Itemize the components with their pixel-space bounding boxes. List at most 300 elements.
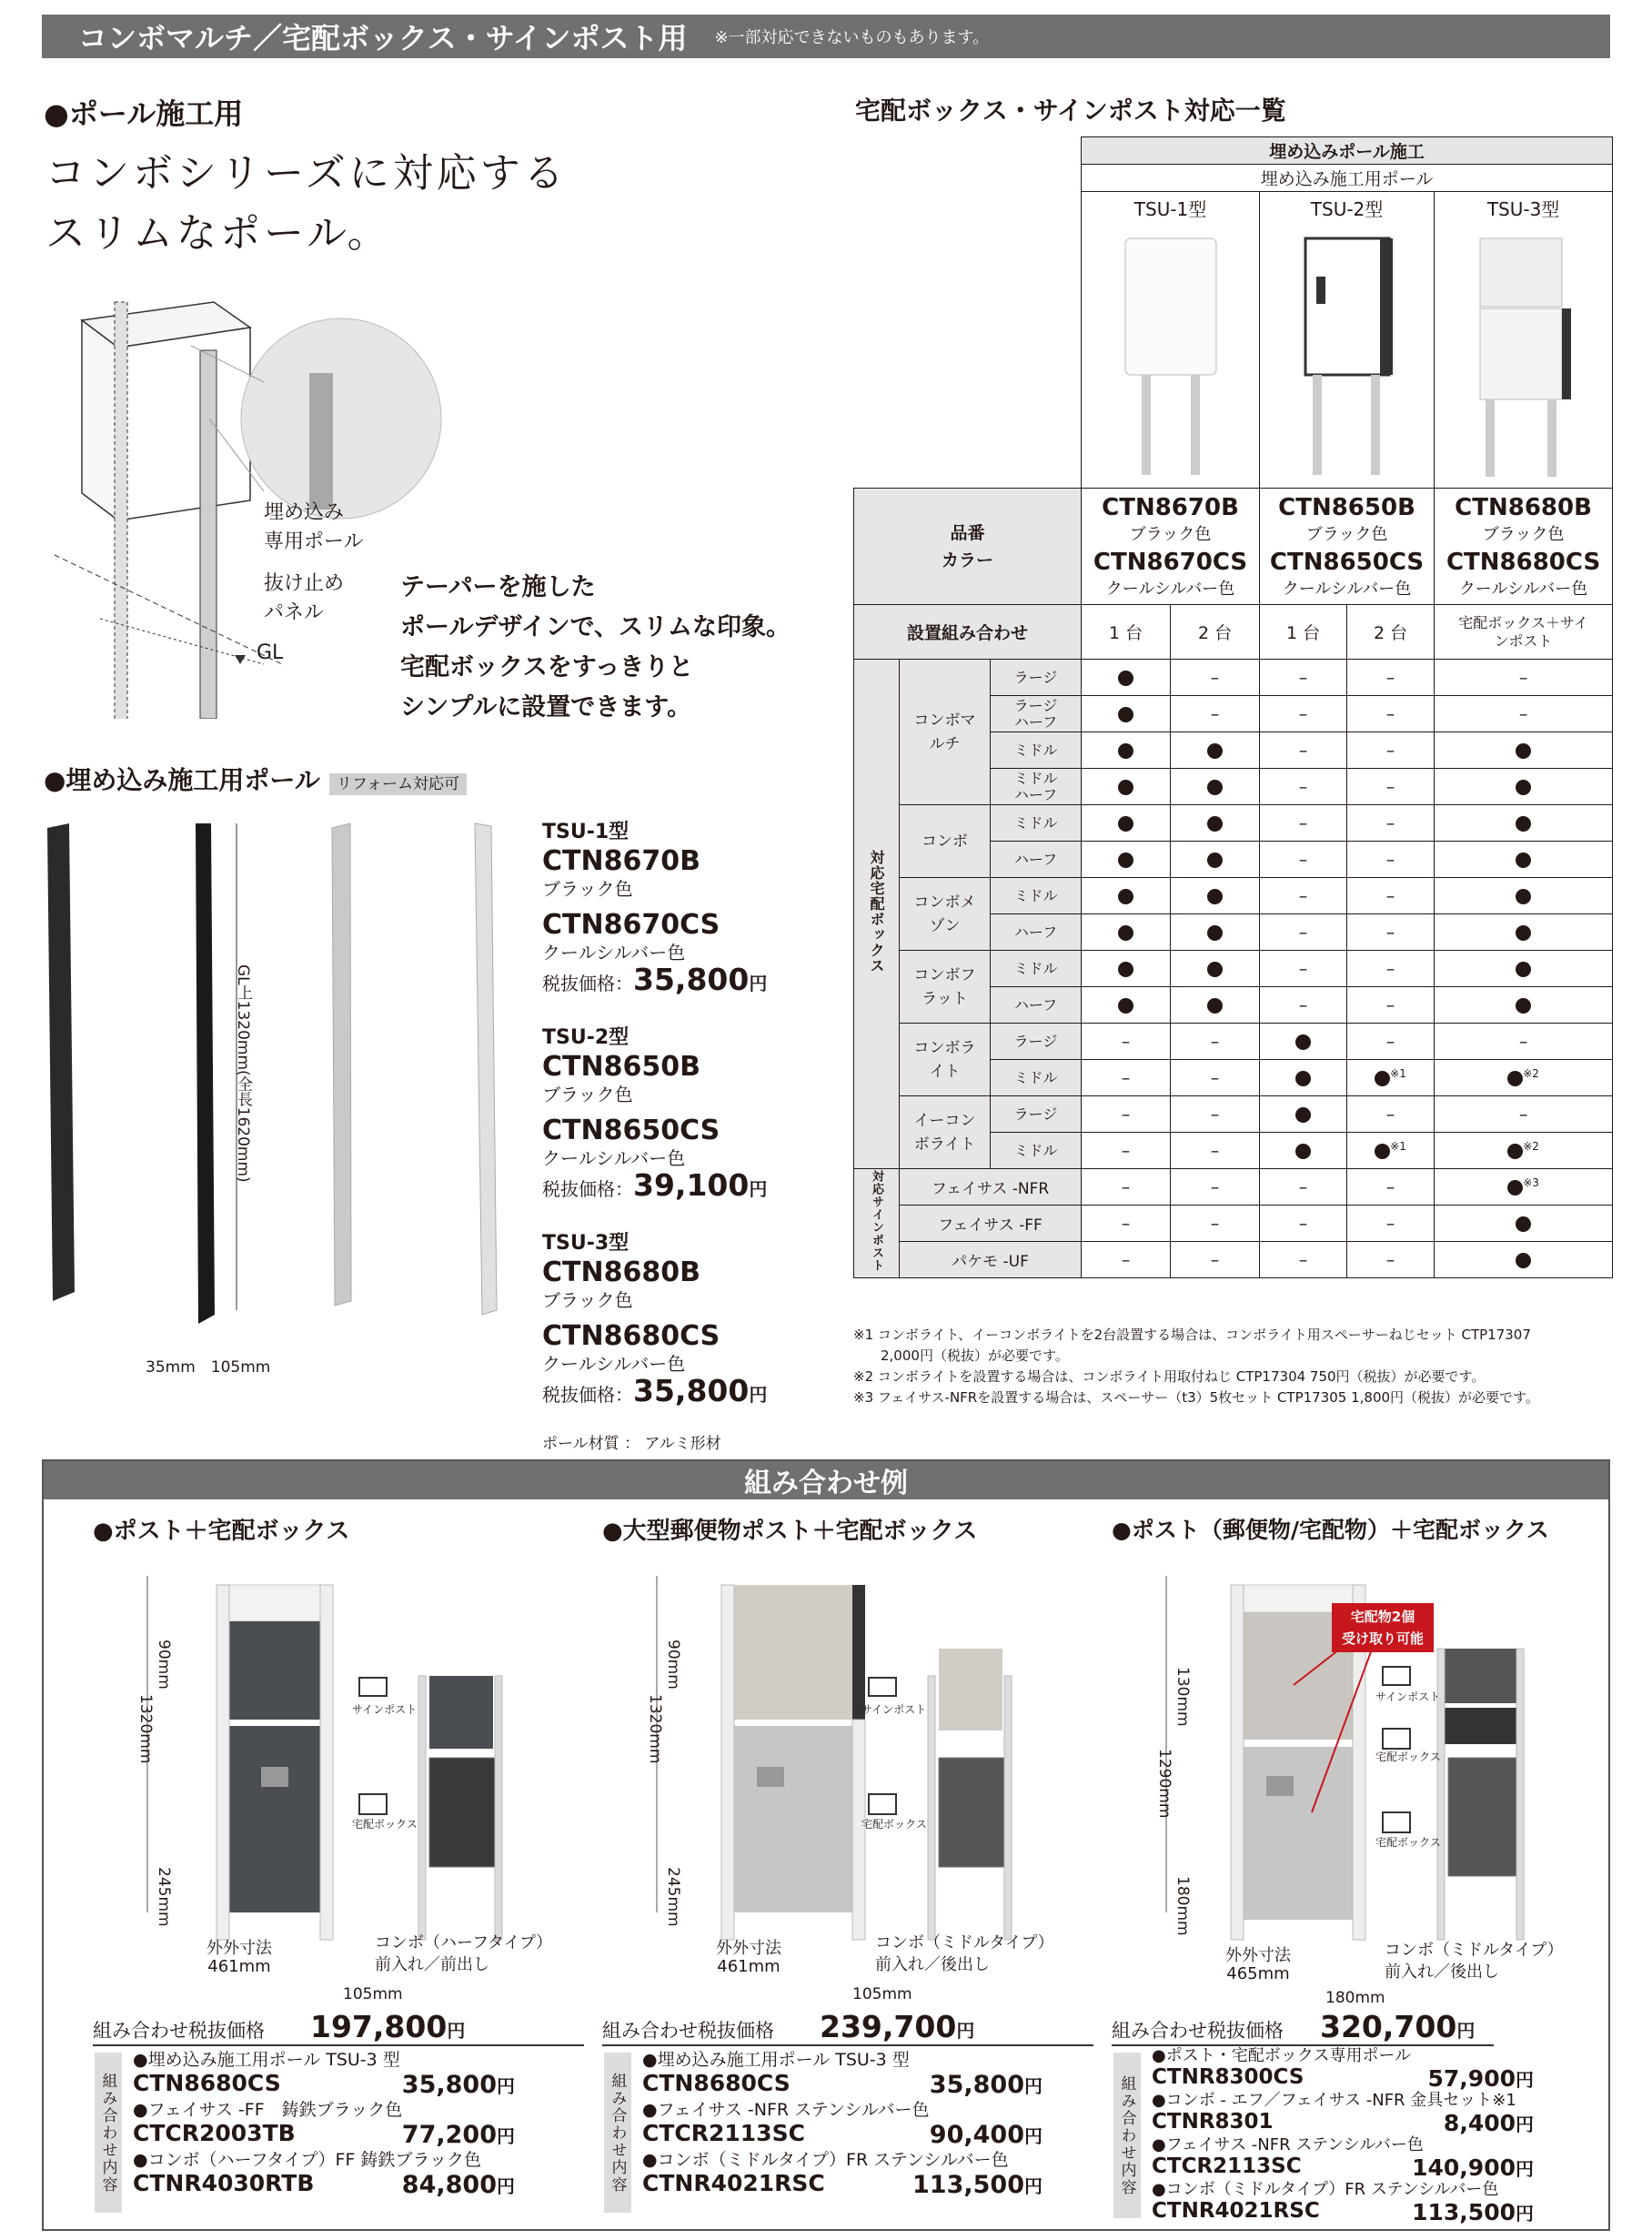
compat-cell <box>1435 1169 1613 1206</box>
compat-row <box>854 1096 1613 1133</box>
dot-icon <box>1516 998 1531 1014</box>
compat-cell <box>1082 878 1171 914</box>
img-tsu2 <box>1260 225 1435 489</box>
part <box>133 2149 515 2199</box>
depth: 180mm <box>1325 1989 1385 2007</box>
footnote-mark: ※2 <box>1523 1139 1539 1153</box>
pole-black-front <box>196 823 215 1324</box>
dim-b: 180mm <box>1174 1876 1192 1936</box>
compat-cell <box>1435 732 1613 769</box>
dot-icon <box>1507 1071 1523 1086</box>
code-cs: CTN8670CS <box>1093 548 1248 576</box>
pole-left <box>115 302 127 719</box>
compat-cell <box>1082 696 1171 732</box>
depth: 105mm <box>343 1985 403 2003</box>
compat-cell <box>1435 769 1613 805</box>
part-price: 84,800 <box>401 2171 497 2199</box>
buried-products <box>542 819 767 1453</box>
desc-line4: シンプルに設置できます。 <box>400 693 692 721</box>
price-value: 35,800 <box>633 1373 750 1408</box>
setting-col: 2 台 <box>1171 605 1260 660</box>
head-pole: 埋め込み施工用ポール <box>1082 165 1613 192</box>
dot-icon <box>1207 889 1223 904</box>
part <box>642 2099 1043 2149</box>
yen: 円 <box>447 2020 466 2042</box>
series-name: コンボライト <box>900 1024 991 1096</box>
ground-line <box>55 555 282 664</box>
size-name: ミドル <box>991 878 1082 914</box>
combo-2-image <box>639 1576 1075 1976</box>
yen: 円 <box>497 2075 515 2097</box>
caption-1: コンボ（ミドルタイプ） <box>1385 1941 1564 1960</box>
part-price: 35,800 <box>401 2071 497 2099</box>
compat-cell: – <box>1171 1206 1260 1242</box>
delivery-box-label: 宅配ボックス <box>352 1818 418 1831</box>
combo-title: ●ポスト＋宅配ボックス <box>93 1518 350 1545</box>
caption-2: 前入れ／後出し <box>875 1955 990 1974</box>
badge-line2: 受け取り可能 <box>1341 1630 1424 1647</box>
part-price: 140,900 <box>1412 2154 1516 2181</box>
dot-icon <box>1516 962 1531 977</box>
compat-cell: – <box>1171 1096 1260 1133</box>
dot-icon <box>1295 1071 1311 1086</box>
product-tsu3 <box>542 1230 767 1410</box>
part-desc: ●フェイサス -NFR ステンシルバー色 <box>642 2100 930 2120</box>
width-value: 461mm <box>717 1957 781 1976</box>
dot-icon <box>1516 925 1531 941</box>
series-name: イーコンボライト <box>900 1096 991 1169</box>
product-tsu1 <box>542 819 767 999</box>
compat-cell: – <box>1082 1169 1171 1206</box>
footnote-mark: ※3 <box>1523 1175 1539 1189</box>
group-box-label <box>854 660 900 1169</box>
product-color-cs: クールシルバー色 <box>542 942 686 964</box>
box-left <box>82 320 118 520</box>
part-code: CTN8680CS <box>133 2070 281 2096</box>
total-value: 197,800 <box>310 2009 448 2044</box>
catch-line-1: コンボシリーズに対応する <box>45 150 568 197</box>
yen: 円 <box>1516 2158 1534 2180</box>
tsu1-image <box>1116 231 1225 477</box>
size-name: ミドル <box>991 805 1082 842</box>
zoom-circle <box>241 318 441 519</box>
dot-icon <box>1516 743 1531 759</box>
product-price <box>542 1373 768 1410</box>
hinban-label <box>854 489 1082 605</box>
head-install: 埋め込みポール施工 <box>1082 137 1613 165</box>
setting-col: 1 台 <box>1260 605 1347 660</box>
combo-title: ●大型郵便物ポスト＋宅配ボックス <box>602 1518 978 1545</box>
dot-icon <box>1507 1144 1523 1159</box>
combo-parts <box>1152 2047 1534 2225</box>
combo-parts <box>133 2049 515 2199</box>
code-b: CTN8680B <box>1455 493 1592 521</box>
size-name: ミドル <box>991 732 1082 769</box>
label-gl: GL <box>257 641 284 664</box>
compat-cell: – <box>1347 1242 1435 1278</box>
dot-icon <box>1118 743 1133 759</box>
type-tsu2: TSU-2型 <box>1260 192 1435 225</box>
part-price: 113,500 <box>1412 2199 1516 2225</box>
outer-label: 外外寸法 <box>1225 1946 1291 1965</box>
note-2: ※2 コンボライトを設置する場合は、コンボライト用取付ねじ CTP17304 750円（税抜）が必要です。 <box>853 1368 1486 1385</box>
combo-caption <box>375 1932 552 1976</box>
sign-row <box>854 1206 1613 1242</box>
compat-cell: – <box>1347 1096 1435 1133</box>
product-price <box>542 1167 768 1205</box>
dim-vertical: GL上1320mm(全長1620mm) <box>234 964 252 1183</box>
caption-2: 前入れ／前出し <box>375 1955 489 1974</box>
compat-cell <box>1260 1096 1347 1133</box>
part-price: 90,400 <box>929 2121 1024 2149</box>
part-desc: ●コンボ（ミドルタイプ）FR ステンシルバー色 <box>1152 2180 1499 2199</box>
size-name: ミドルハーフ <box>991 769 1082 805</box>
combo-2 <box>602 1512 1093 2222</box>
dot-icon <box>1516 889 1531 904</box>
compat-cell <box>1171 842 1260 878</box>
price-value: 39,100 <box>633 1167 750 1203</box>
compat-cell <box>1082 732 1171 769</box>
compat-cell <box>1171 732 1260 769</box>
compat-cell: – <box>1260 1242 1347 1278</box>
compat-cell: – <box>1260 696 1347 732</box>
product-code-b: CTN8670B <box>542 845 700 877</box>
yen: 円 <box>1024 2075 1043 2097</box>
dot-icon <box>1207 780 1223 795</box>
compat-cell: – <box>1347 951 1435 987</box>
compat-cell: – <box>1260 805 1347 842</box>
dot-icon <box>1118 998 1133 1014</box>
part-code: CTNR8300CS <box>1152 2065 1304 2089</box>
product-type: TSU-1型 <box>542 821 630 843</box>
dot-icon <box>1516 780 1531 795</box>
compat-cell: – <box>1260 660 1347 696</box>
color-text: カラー <box>942 550 994 570</box>
label-panel <box>264 570 344 628</box>
combo-total <box>1112 2009 1494 2046</box>
compat-cell <box>1082 660 1171 696</box>
compat-cell: – <box>1171 696 1260 732</box>
compat-cell <box>1171 951 1260 987</box>
part-code: CTNR4030RTB <box>133 2170 315 2196</box>
dim-a: 90mm <box>155 1640 173 1690</box>
catch-line-2: スリムなポール。 <box>45 210 391 257</box>
part-desc: ●フェイサス -NFR ステンシルバー色 <box>1152 2135 1424 2154</box>
price-label: 税抜価格： <box>542 973 633 994</box>
compat-cell: – <box>1347 696 1435 732</box>
total-label: 組み合わせ税抜価格 <box>1112 2020 1284 2042</box>
total-label: 組み合わせ税抜価格 <box>602 2020 774 2042</box>
depth: 105mm <box>852 1985 912 2003</box>
img-tsu3 <box>1435 225 1613 489</box>
delivery-box-label: 宅配ボックス <box>861 1818 927 1831</box>
sign-name: フェイサス -NFR <box>900 1169 1082 1206</box>
part <box>1152 2092 1534 2136</box>
desc-line1: テーパーを施した <box>400 573 596 601</box>
part-code: CTNR4021RSC <box>642 2170 825 2196</box>
yen: 円 <box>497 2125 515 2147</box>
price-label: 税抜価格： <box>542 1178 633 1200</box>
dot-icon <box>1295 1034 1311 1050</box>
sign-name: パケモ -UF <box>900 1242 1082 1278</box>
compat-row <box>854 1024 1613 1060</box>
product-color-b: ブラック色 <box>542 1084 633 1105</box>
caption-1: コンボ（ミドルタイプ） <box>875 1933 1054 1952</box>
compat-cell: – <box>1260 878 1347 914</box>
dot-icon <box>1207 925 1223 941</box>
outer-dim <box>1225 1947 1291 1983</box>
tsu2-image <box>1293 231 1402 477</box>
compat-cell <box>1082 842 1171 878</box>
reform-tag: リフォーム対応可 <box>329 773 467 795</box>
compat-cell: – <box>1171 1242 1260 1278</box>
outer-label: 外外寸法 <box>716 1939 781 1958</box>
product-code-cs: CTN8680CS <box>542 1320 720 1352</box>
compat-cell: – <box>1435 696 1613 732</box>
part-code: CTCR2113SC <box>1152 2154 1302 2178</box>
code-cs-color: クールシルバー色 <box>1458 579 1588 599</box>
combo-caption <box>875 1932 1054 1976</box>
code-b-color: ブラック色 <box>1482 524 1565 544</box>
part-price: 77,200 <box>401 2121 497 2149</box>
poles-image <box>36 819 528 1374</box>
compat-cell: – <box>1260 1169 1347 1206</box>
compat-row <box>854 805 1613 842</box>
compat-cell: – <box>1260 987 1347 1024</box>
footnote-mark: ※1 <box>1390 1066 1406 1080</box>
badge-two-parcels <box>1332 1603 1434 1652</box>
compat-cell: – <box>1082 1133 1171 1169</box>
series-name: コンボ <box>900 805 991 878</box>
dot-icon <box>1295 1107 1311 1123</box>
setting-col: 1 台 <box>1082 605 1171 660</box>
compat-cell: – <box>1082 1060 1171 1096</box>
compat-row <box>854 660 1613 696</box>
compat-cell: – <box>1347 732 1435 769</box>
tsu3-image <box>1469 231 1578 477</box>
combo-parts <box>642 2049 1043 2199</box>
compat-cell <box>1435 951 1613 987</box>
yen: 円 <box>1516 2069 1534 2091</box>
setting-label: 設置組み合わせ <box>854 605 1082 660</box>
size-name: ラージ <box>991 660 1082 696</box>
size-name: ハーフ <box>991 842 1082 878</box>
width-value: 461mm <box>207 1957 271 1976</box>
yen: 円 <box>1456 2020 1476 2042</box>
outer-dim <box>716 1940 781 1976</box>
yen: 円 <box>749 973 768 994</box>
compat-cell <box>1435 1242 1613 1278</box>
box-front <box>118 328 250 520</box>
setting-col: 2 台 <box>1347 605 1435 660</box>
compat-cell <box>1082 951 1171 987</box>
compat-heading: 宅配ボックス・サインポスト対応一覧 <box>855 96 1286 126</box>
product-tsu2 <box>542 1024 767 1205</box>
dot-icon <box>1118 925 1133 941</box>
size-name: ラージ <box>991 1096 1082 1133</box>
page-header <box>42 15 1610 58</box>
label-pole-line2: 専用ポール <box>264 530 364 553</box>
caption-1: コンボ（ハーフタイプ） <box>375 1933 553 1952</box>
width-value: 465mm <box>1226 1964 1290 1983</box>
yen: 円 <box>749 1384 768 1406</box>
part-code: CTNR8301 <box>1152 2110 1274 2134</box>
buried-heading <box>44 761 467 797</box>
desc-line2: ポールデザインで、スリムな印象。 <box>400 613 791 641</box>
dot-icon <box>1516 1253 1531 1268</box>
content-label: 組み合わせ内容 <box>95 2053 122 2213</box>
compat-cell <box>1347 1060 1435 1096</box>
sign-name: フェイサス -FF <box>900 1206 1082 1242</box>
yen: 円 <box>749 1178 768 1200</box>
part <box>133 2049 515 2099</box>
part-code: CTN8680CS <box>642 2070 791 2096</box>
product-color-b: ブラック色 <box>542 878 633 900</box>
compat-cell: – <box>1260 769 1347 805</box>
yen: 円 <box>497 2175 515 2197</box>
compat-cell: – <box>1347 914 1435 951</box>
compat-cell <box>1435 1060 1613 1096</box>
dot-icon <box>1118 671 1133 686</box>
series-name: コンボメゾン <box>900 878 991 951</box>
compat-cell <box>1082 987 1171 1024</box>
part-desc: ●コンボ - エフ／フェイサス -NFR 金具セット※1 <box>1152 2091 1516 2110</box>
code-cs: CTN8680CS <box>1446 548 1601 576</box>
dot-icon <box>1207 743 1223 759</box>
compat-cell <box>1435 987 1613 1024</box>
label-pole <box>264 499 364 557</box>
dim-height: 1290mm <box>1155 1749 1174 1819</box>
compat-cell <box>1171 878 1260 914</box>
dot-icon <box>1516 853 1531 868</box>
combo-caption <box>1385 1940 1564 1983</box>
compat-cell: – <box>1347 660 1435 696</box>
label-panel-line1: 抜け止め <box>264 572 345 595</box>
compat-cell: – <box>1435 1024 1613 1060</box>
dot-icon <box>1118 962 1133 977</box>
total-label: 組み合わせ税抜価格 <box>93 2020 265 2042</box>
compat-cell: – <box>1260 951 1347 987</box>
setting-col: 宅配ボックス＋サインポスト <box>1435 605 1613 660</box>
compat-cell <box>1435 1206 1613 1242</box>
part-desc: ●埋め込み施工用ポール TSU-3 型 <box>133 2050 400 2070</box>
dot-icon <box>1118 780 1133 795</box>
sign-post-label: サインポスト <box>1375 1690 1441 1703</box>
compat-cell: – <box>1260 914 1347 951</box>
note-3: ※3 フェイサス-NFRを設置する場合は、スペーサー（t3）5枚セット CTP17305 1,800円（税抜）が必要です。 <box>853 1389 1539 1406</box>
dot-icon <box>1118 707 1133 722</box>
dot-icon <box>1516 816 1531 832</box>
compat-cell: – <box>1171 1060 1260 1096</box>
price-value: 35,800 <box>633 962 750 997</box>
series-name: コンボフラット <box>900 951 991 1024</box>
product-color-b: ブラック色 <box>542 1289 633 1311</box>
series-name: コンボマルチ <box>900 660 991 805</box>
sign-post-label: サインポスト <box>861 1703 927 1716</box>
note-1b: 2,000円（税抜）が必要です。 <box>853 1347 1069 1364</box>
compat-cell: – <box>1260 1206 1347 1242</box>
product-color-cs: クールシルバー色 <box>542 1353 686 1375</box>
compat-cell <box>1260 1024 1347 1060</box>
product-code-cs: CTN8670CS <box>542 909 720 941</box>
dot-icon <box>1207 853 1223 868</box>
size-name: ラージ <box>991 1024 1082 1060</box>
yen: 円 <box>1516 2114 1534 2135</box>
product-price <box>542 964 767 999</box>
dot-icon <box>1507 1180 1523 1196</box>
compat-cell <box>1260 1060 1347 1096</box>
compat-cell: – <box>1171 1169 1260 1206</box>
img-tsu1 <box>1082 225 1260 489</box>
pole-right <box>200 350 217 719</box>
sign-row <box>854 1169 1613 1206</box>
combo-title: ●ポスト（郵便物/宅配物）＋宅配ボックス <box>1112 1517 1549 1543</box>
compat-cell <box>1171 769 1260 805</box>
compat-body <box>854 660 1613 1278</box>
sign-row <box>854 1242 1613 1278</box>
combo-1 <box>93 1512 584 2222</box>
group-sign-label <box>854 1169 900 1278</box>
compat-row <box>854 878 1613 914</box>
compat-cell <box>1260 1133 1347 1169</box>
type-tsu1: TSU-1型 <box>1082 192 1260 225</box>
part-desc: ●埋め込み施工用ポール TSU-3 型 <box>642 2050 910 2070</box>
content-label: 組み合わせ内容 <box>604 2053 631 2213</box>
code-col-3 <box>1435 489 1613 605</box>
size-name: ミドル <box>991 1133 1082 1169</box>
compat-cell <box>1435 842 1613 878</box>
content-label: 組み合わせ内容 <box>1113 2053 1141 2218</box>
compat-cell: – <box>1347 769 1435 805</box>
compat-cell <box>1171 805 1260 842</box>
compat-cell <box>1171 987 1260 1024</box>
hinban-text: 品番 <box>950 522 985 543</box>
dot-icon <box>1118 816 1133 832</box>
price-label: 税抜価格： <box>542 1384 633 1406</box>
pole-heading: ●ポール施工用 <box>44 96 244 131</box>
code-cs-color: クールシルバー色 <box>1105 579 1235 599</box>
buried-heading-text: ●埋め込み施工用ポール <box>44 765 320 795</box>
part-code: CTCR2003TB <box>133 2120 296 2146</box>
pole-silver-front <box>475 823 497 1315</box>
compat-cell <box>1435 914 1613 951</box>
compat-cell <box>1171 914 1260 951</box>
compat-cell <box>1082 914 1171 951</box>
compat-cell: – <box>1347 842 1435 878</box>
group-sign-text: 対応サインポスト <box>870 1170 883 1272</box>
header-title: コンボマルチ／宅配ボックス・サインポスト用 <box>78 21 688 55</box>
compat-cell: – <box>1082 1242 1171 1278</box>
part-desc: ●コンボ（ミドルタイプ）FR ステンシルバー色 <box>642 2150 1009 2170</box>
group-box-text: 対応宅配ボックス <box>868 850 885 974</box>
yen: 円 <box>1024 2125 1043 2147</box>
combo-heading: 組み合わせ例 <box>44 1461 1608 1499</box>
combo-3 <box>1112 1512 1603 2225</box>
dim-height: 1320mm <box>646 1694 664 1764</box>
part-desc: ●フェイサス -FF 鋳鉄ブラック色 <box>133 2100 403 2120</box>
part <box>1152 2136 1534 2181</box>
total-value: 239,700 <box>820 2009 957 2044</box>
product-code-cs: CTN8650CS <box>542 1115 720 1146</box>
dot-icon <box>1118 889 1133 904</box>
part-price: 57,900 <box>1427 2065 1516 2092</box>
combo-total <box>602 2009 1093 2046</box>
part-price: 113,500 <box>912 2171 1024 2199</box>
size-name: ハーフ <box>991 914 1082 951</box>
dim-b: 245mm <box>155 1867 173 1927</box>
dot-icon <box>1375 1071 1390 1086</box>
compat-cell: – <box>1082 1096 1171 1133</box>
